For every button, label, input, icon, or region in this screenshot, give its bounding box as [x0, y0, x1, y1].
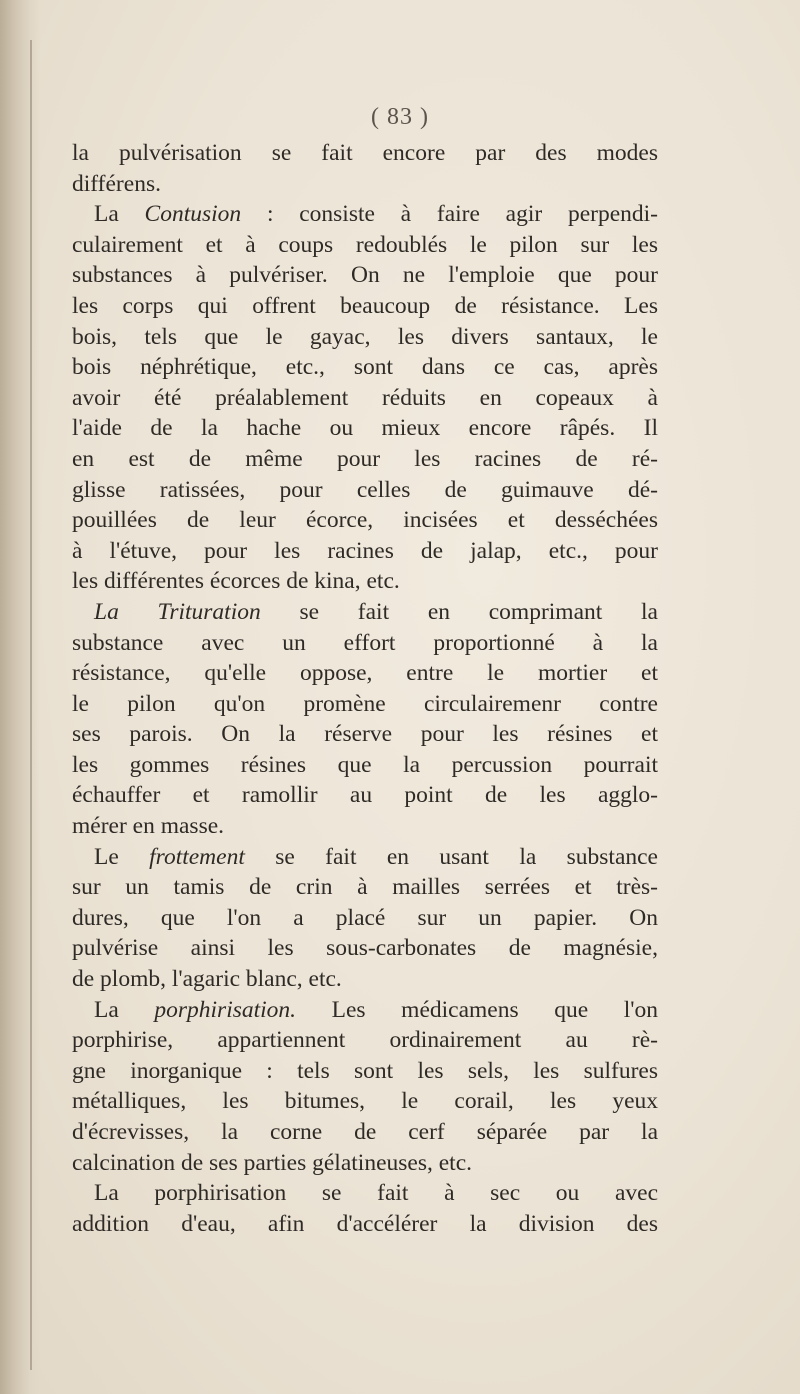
text-run: Les médicamens que l'on [296, 996, 658, 1023]
text-run: se fait en comprimant la [260, 598, 658, 625]
text-line [72, 383, 658, 414]
text-run: en est de même pour les racines de ré- [72, 445, 658, 472]
text-line [72, 1209, 658, 1240]
text-line [72, 1025, 658, 1056]
text-run: d'écrevisses, la corne de cerf séparée par la [72, 1119, 658, 1145]
text-run: les différentes écorces de kina, etc. [72, 568, 400, 595]
text-line [72, 750, 658, 781]
text-run: gne inorganique : tels sont les sels, les sulfures [72, 1057, 658, 1084]
text-line [72, 444, 658, 475]
text-line [72, 566, 658, 597]
text-line [72, 505, 658, 536]
text-line [72, 933, 658, 964]
text-line [72, 1086, 658, 1117]
italic-term: Contusion [144, 201, 242, 228]
text-line [72, 719, 658, 750]
text-run: se fait en usant la substance [244, 843, 658, 870]
text-line [72, 322, 658, 353]
text-line [72, 352, 658, 383]
text-line [72, 780, 658, 811]
text-line [72, 658, 658, 689]
text-run: pulvérise ainsi les sous-carbonates de magnésie, [72, 935, 658, 962]
text-run: les gommes résines que la percussion pourrait [72, 751, 658, 778]
text-line [72, 291, 658, 322]
text-run: les corps qui offrent beaucoup de résistance. Les [72, 292, 658, 319]
text-line [72, 1178, 658, 1209]
binding-edge-line [30, 40, 32, 1370]
text-run: La porphirisation se fait à sec ou avec [94, 1180, 658, 1207]
text-run: calcination de ses parties gélatineuses, etc. [72, 1149, 472, 1176]
text-run: addition d'eau, afin d'accélérer la division des [72, 1210, 658, 1237]
text-line [72, 597, 658, 628]
text-run: le pilon qu'on promène circulairemenr contre [72, 690, 658, 717]
text-run: substance avec un effort proportionné à la [72, 629, 658, 656]
text-run: différens. [72, 170, 161, 197]
text-run: bois néphrétique, etc., sont dans ce cas, après [72, 354, 658, 381]
text-line [72, 260, 658, 291]
text-run: culairement et à coups redoublés le pilon sur les [72, 231, 658, 258]
italic-term: La Trituration [94, 598, 261, 625]
text-run: échauffer et ramollir au point de les agglo- [72, 782, 658, 809]
text-run: ses parois. On la réserve pour les résines et [72, 721, 658, 748]
text-run: à l'étuve, pour les racines de jalap, etc., pour [72, 537, 658, 564]
text-run: : consiste à faire agir perpendi- [241, 201, 658, 228]
text-run: de plomb, l'agaric blanc, etc. [72, 966, 342, 993]
text-run: sur un tamis de crin à mailles serrées et très- [72, 874, 658, 901]
text-run: glisse ratissées, pour celles de guimauve dé- [72, 476, 658, 503]
text-line [72, 138, 658, 169]
text-line [72, 872, 658, 903]
text-run: mérer en masse. [72, 813, 225, 840]
text-run: l'aide de la hache ou mieux encore râpés. Il [72, 415, 658, 442]
text-run: La [94, 201, 145, 228]
text-line [72, 964, 658, 995]
text-run: substances à pulvériser. On ne l'emploie que pour [72, 262, 658, 289]
text-run: avoir été préalablement réduits en copeaux à [72, 384, 658, 411]
text-line [72, 689, 658, 720]
italic-term: porphirisation. [154, 996, 297, 1023]
text-line [72, 1056, 658, 1087]
text-run: pouillées de leur écorce, incisées et desséchées [72, 507, 658, 534]
text-line [72, 1148, 658, 1179]
page-number: ( 83 ) [371, 104, 429, 130]
text-run: la pulvérisation se fait encore par des modes [72, 140, 658, 166]
text-line [72, 995, 658, 1026]
italic-term: frottement [149, 843, 245, 870]
text-run: dures, que l'on a placé sur un papier. On [72, 904, 658, 931]
text-run: bois, tels que le gayac, les divers santaux, le [72, 323, 658, 350]
text-line [72, 903, 658, 934]
text-line [72, 475, 658, 506]
text-line [72, 1117, 658, 1148]
text-run: La [94, 996, 155, 1023]
text-run: métalliques, les bitumes, le corail, les yeux [72, 1088, 658, 1115]
text-line [72, 811, 658, 842]
text-line [72, 842, 658, 873]
text-line [72, 169, 658, 200]
text-run: résistance, qu'elle oppose, entre le mortier et [72, 660, 658, 687]
text-line [72, 413, 658, 444]
text-run: porphirise, appartiennent ordinairement au rè- [72, 1027, 658, 1054]
text-line [72, 628, 658, 659]
text-line [72, 230, 658, 261]
body-text [72, 138, 658, 1239]
page-binding-shadow [0, 0, 40, 1394]
text-run: Le [94, 843, 150, 870]
text-line [72, 199, 658, 230]
text-line [72, 536, 658, 567]
